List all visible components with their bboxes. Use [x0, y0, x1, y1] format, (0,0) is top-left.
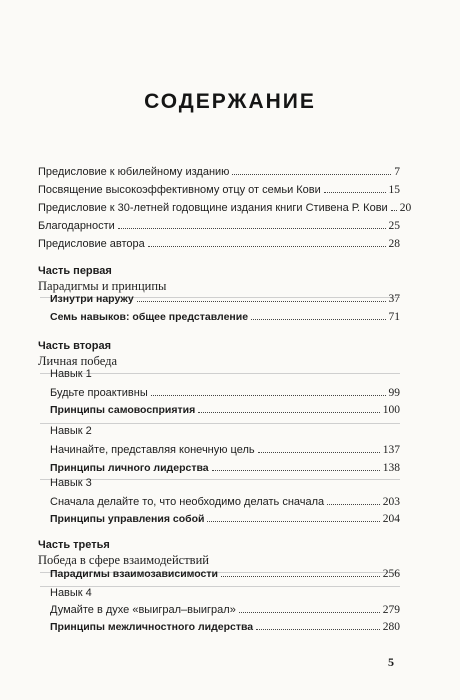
- toc-entry: [50, 310, 400, 324]
- entry-label: Начинайте, представляя конечную цель: [50, 444, 255, 456]
- dot-leader: [118, 228, 386, 229]
- dot-leader: [232, 174, 391, 175]
- toc-entry: [38, 219, 400, 233]
- habit-label: Навык 4: [50, 587, 92, 599]
- toc-entry: [50, 603, 400, 617]
- dot-leader: [221, 576, 380, 577]
- divider: [40, 479, 400, 480]
- entry-page: 280: [382, 621, 400, 633]
- part-subtitle: Парадигмы и принципы: [38, 279, 167, 293]
- toc-entry: [50, 292, 400, 306]
- entry-page: 7: [394, 166, 400, 178]
- part-subtitle: Личная победа: [38, 354, 117, 368]
- page-number: 5: [388, 655, 394, 669]
- entry-label: Принципы межличностного лидерства: [50, 621, 254, 633]
- toc-entry: [50, 512, 400, 526]
- entry-label: Посвящение высокоэффективному отцу от семьи Кови: [38, 184, 321, 196]
- entry-label: Думайте в духе «выиграл–выиграл»: [50, 604, 236, 616]
- toc-entry: [38, 201, 412, 215]
- entry-page: 15: [388, 184, 400, 196]
- entry-page: 203: [382, 496, 400, 508]
- divider: [40, 423, 400, 424]
- entry-page: 204: [382, 513, 400, 525]
- entry-page: 25: [388, 220, 400, 232]
- toc-entry: [50, 461, 400, 475]
- entry-label: Семь навыков: общее представление: [50, 311, 249, 323]
- toc-entry: [50, 386, 400, 400]
- entry-label: Предисловие к 30-летней годовщине издания книги Стивена Р. Кови: [38, 202, 388, 214]
- entry-page: 99: [388, 387, 400, 399]
- entry-label: Благодарности: [38, 220, 115, 232]
- dot-leader: [239, 612, 380, 613]
- dot-leader: [324, 192, 386, 193]
- dot-leader: [207, 521, 379, 522]
- entry-page: 279: [382, 604, 400, 616]
- divider: [40, 586, 400, 587]
- dot-leader: [256, 629, 380, 630]
- toc-entry: [50, 443, 400, 457]
- habit-label: Навык 1: [50, 368, 92, 380]
- dot-leader: [137, 301, 386, 302]
- dot-leader: [198, 412, 380, 413]
- dot-leader: [251, 319, 385, 320]
- entry-label: Принципы личного лидерства: [50, 462, 209, 474]
- dot-leader: [148, 246, 386, 247]
- entry-page: 37: [388, 293, 400, 305]
- entry-label: Будьте проактивны: [50, 387, 148, 399]
- entry-page: 100: [382, 404, 400, 416]
- entry-label: Принципы управления собой: [50, 513, 205, 525]
- dot-leader: [327, 504, 380, 505]
- toc-entry: [50, 495, 400, 509]
- part-heading: Часть третья: [38, 539, 110, 551]
- part-subtitle: Победа в сфере взаимодействий: [38, 553, 209, 567]
- entry-page: 256: [382, 568, 400, 580]
- dot-leader: [391, 210, 397, 211]
- page-title: СОДЕРЖАНИЕ: [144, 90, 316, 113]
- toc-entry: [50, 567, 400, 581]
- toc-entry: [38, 183, 400, 197]
- part-heading: Часть вторая: [38, 340, 112, 352]
- entry-label: Изнутри наружу: [50, 293, 134, 305]
- entry-page: 137: [382, 444, 400, 456]
- entry-label: Сначала делайте то, что необходимо делать сначала: [50, 496, 325, 508]
- divider: [40, 373, 400, 374]
- dot-leader: [151, 395, 386, 396]
- entry-page: 71: [388, 311, 400, 323]
- toc-entry: [38, 165, 400, 179]
- entry-label: Предисловие к юбилейному изданию: [38, 166, 230, 178]
- dot-leader: [258, 452, 380, 453]
- toc-entry: [38, 237, 400, 251]
- toc-entry: [50, 620, 400, 634]
- dot-leader: [212, 470, 380, 471]
- entry-page: 28: [388, 238, 400, 250]
- entry-page: 138: [382, 462, 400, 474]
- habit-label: Навык 2: [50, 425, 92, 437]
- entry-label: Парадигмы взаимозависимости: [50, 568, 218, 580]
- toc-entry: [50, 403, 400, 417]
- entry-label: Предисловие автора: [38, 238, 145, 250]
- part-heading: Часть первая: [38, 265, 112, 277]
- entry-label: Принципы самовосприятия: [50, 404, 196, 416]
- entry-page: 20: [399, 202, 412, 214]
- habit-label: Навык 3: [50, 477, 92, 489]
